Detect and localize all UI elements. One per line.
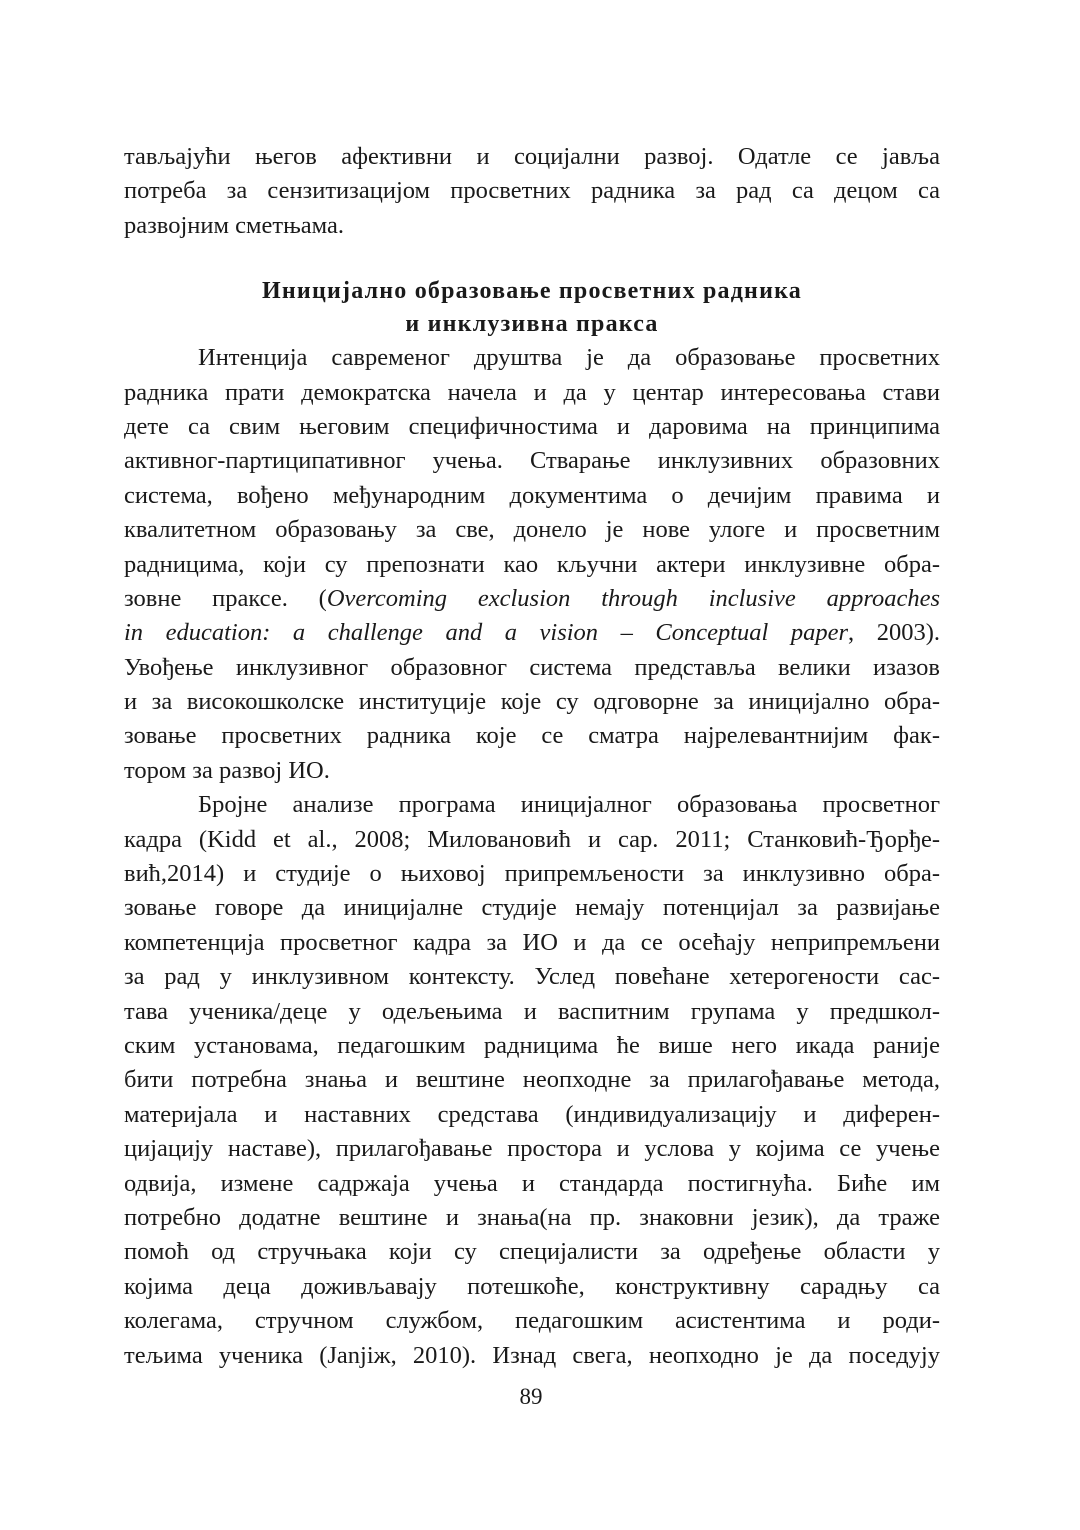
text-line: активног-партиципативног учења. Стварање инклузивних образовних: [124, 447, 940, 475]
text-line-citation: [124, 582, 940, 616]
paragraph-1: [124, 341, 940, 788]
text-line-citation: [124, 616, 940, 650]
text-line: Интенција савременог друштва је да образовање просветних: [198, 344, 940, 372]
text-line: одвија, измене садржаја учења и стандарда постигнућа. Биће им: [124, 1169, 940, 1197]
text-line: радницима, који су препознати као кључни актери инклузивне обра-: [124, 550, 940, 578]
citation-year: , 2003).: [848, 619, 940, 647]
paragraph-continuation: [124, 140, 940, 243]
text-line: за рад у инклузивном контексту. Услед повећане хетерогености сас-: [124, 963, 940, 991]
text-line: кадра (Kidd et al., 2008; Миловановић и сар. 2011; Станковић-Ђорђе-: [124, 825, 940, 853]
text-line: потреба за сензитизацијом просветних радника за рад са децом са: [124, 177, 940, 205]
citation-prefix: зовне праксе. (: [124, 584, 327, 612]
text-line: колегама, стручном службом, педагошким асистентима и роди-: [124, 1307, 940, 1335]
text-line: система, вођено међународним документима о дечијим правима и: [124, 481, 940, 509]
text-line: Бројне анализе програма иницијалног образовања просветног: [198, 791, 940, 819]
citation-title: Overcoming exclusion through inclusive approaches: [326, 584, 940, 612]
section-heading: [124, 275, 940, 341]
page-body: [124, 140, 940, 1373]
text-line: тељима ученика (Janjiж, 2010). Изнад свега, неопходно је да поседују: [124, 1341, 940, 1369]
citation-title: in education: a challenge and a vision – Conceptual paper: [124, 619, 849, 647]
text-line: тором за развој ИО.: [124, 756, 330, 784]
text-line: материјала и наставних средстава (индивидуализацију и диферен-: [124, 1100, 940, 1128]
text-line: и за високошколске институције које су одговорне за иницијално обра-: [124, 688, 940, 716]
text-line: бити потребна знања и вештине неопходне за прилагођавање метода,: [124, 1066, 940, 1094]
text-line: цијацију наставе), прилагођавање простора и услова у којима се учење: [124, 1135, 940, 1163]
text-line: развојним сметњама.: [124, 211, 344, 239]
section-heading-line-2: и инклузивна пракса: [405, 311, 659, 338]
text-line: дете са свим његовим специфичностима и даровима на принципима: [124, 412, 940, 440]
text-line: којима деца доживљавају потешкоће, конструктивну сарадњу са: [124, 1272, 940, 1300]
page-number: 89: [519, 1384, 543, 1409]
text-line: вић,2014) и студије о њиховој припремљености за инклузивно обра-: [124, 860, 940, 888]
text-line: потребно додатне вештине и знања(на пр. знаковни језик), да траже: [124, 1203, 940, 1231]
text-line: радника прати демократска начела и да у центар интересовања стави: [124, 378, 940, 406]
text-line: тављајући његов афективни и социјални развој. Одатле се јавља: [124, 143, 940, 170]
paragraph-2: [124, 788, 940, 1373]
text-line: зовање говоре да иницијалне студије немају потенцијал за развијање: [124, 894, 940, 922]
text-line: Увођење инклузивног образовног система представља велики изазов: [124, 653, 940, 681]
text-line: тава ученика/деце у одељењима и васпитним групама у предшкол-: [124, 997, 940, 1025]
text-line: квалитетном образовању за све, донело је нове улоге и просветним: [124, 516, 940, 544]
text-line: ским установама, педагошким радницима ће више него икада раније: [124, 1031, 940, 1059]
text-line: помоћ од стручњака који су специјалисти за одређење области у: [124, 1238, 940, 1266]
section-heading-line-1: Иницијално образовање просветних радника: [262, 278, 802, 305]
text-line: зовање просветних радника које се сматра најрелевантнијим фак-: [124, 722, 940, 750]
text-line: компетенција просветног кадра за ИО и да се осећају неприпремљени: [124, 928, 940, 956]
